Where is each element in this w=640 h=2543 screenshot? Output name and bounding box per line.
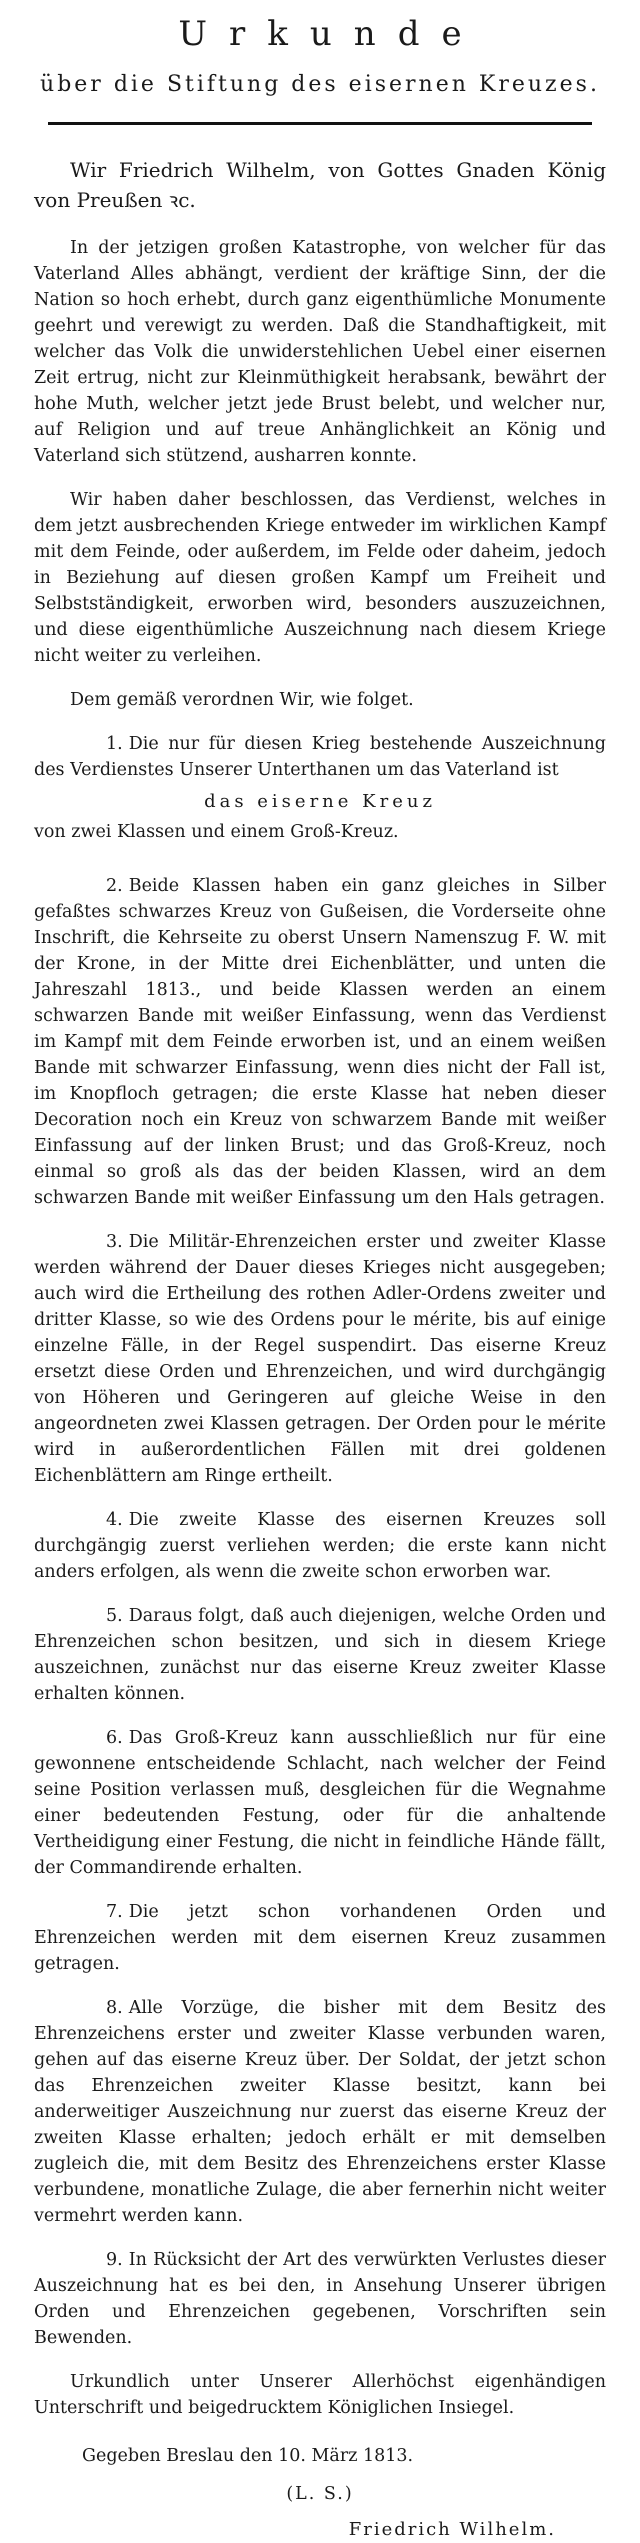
document-subtitle: über die Stiftung des eisernen Kreuzes. (40, 72, 600, 97)
seal-mark: (L. S.) (286, 2484, 354, 2504)
article-number: 1. (106, 734, 123, 754)
article-1-centered-line: das eiserne Kreuz (204, 791, 436, 812)
article-number: 8. (106, 1998, 123, 2018)
preamble-paragraph-3: Dem gemäß verordnen Wir, wie folget. (70, 690, 414, 710)
article-text: Alle Vorzüge, die bisher mit dem Besitz des Ehrenzeichens erster und zweiter Klasse verbunden waren, gehen auf das eiserne Kreuz über. Der Soldat, der jetzt schon das Ehrenzeichen zweiter Klasse besitzt, kann bei anderweitiger Auszeichnung nur zuerst das eiserne Kreuz der zweiten Klasse erhalten; jedoch erhält er mit demselben zugleich die, mit dem Besitz des Ehrenzeichens erster Klasse verbundene, monatliche Zulage, die aber fernerhin nicht weiter vermehrt werden kann. (34, 1998, 606, 2226)
article-text: Daraus folgt, daß auch diejenigen, welche Orden und Ehrenzeichen schon besitzen, und sich in diesem Kriege auszeichnen, zunächst nur das eiserne Kreuz zweiter Klasse erhalten können. (34, 1606, 606, 1704)
article-1 (34, 731, 606, 783)
article-text: Die nur für diesen Krieg bestehende Auszeichnung des Verdienstes Unserer Unterthanen um das Vaterland ist (34, 734, 606, 780)
article-text: Beide Klassen haben ein ganz gleiches in Silber gefaßtes schwarzes Kreuz von Gußeisen, die Vorderseite ohne Inschrift, die Kehrseite zu oberst Unsern Namenszug F. W. mit der Krone, in der Mitte drei Eichenblätter, und unten die Jahreszahl 1813., und beide Klassen werden an einem schwarzen Bande mit weißer Einfassung, wenn das Verdienst im Kampf mit dem Feinde erworben ist, und an einem weißen Bande mit schwarzer Einfassung, wenn dies nicht der Fall ist, im Knopfloch getragen; die erste Klasse hat neben dieser Decoration noch ein Kreuz von schwarzem Bande mit weißer Einfassung auf der linken Brust; und das Groß-Kreuz, noch einmal so groß als das der beiden Klassen, wird an dem schwarzen Bande mit weißer Einfassung um den Hals getragen. (34, 876, 606, 1208)
preamble-paragraph-1: In der jetzigen großen Katastrophe, von welcher für das Vaterland Alles abhängt, verdient der kräftige Sinn, der die Nation so hoch erhebt, durch ganz eigenthümliche Monumente geehrt und verewigt zu werden. Daß die Standhaftigkeit, mit welcher das Volk die unwiderstehlichen Uebel einer eisernen Zeit ertrug, nicht zur Kleinmüthigkeit herabsank, bewährt der hohe Muth, welcher jetzt jede Brust belebt, und welcher nur, auf Religion und auf treue Anhänglichkeit an König und Vaterland sich stützend, ausharren konnte. (34, 238, 606, 466)
article-text: Die zweite Klasse des eisernen Kreuzes soll durchgängig zuerst verliehen werden; die erste kann nicht anders erfolgen, als wenn die zweite schon erworben war. (34, 1510, 606, 1582)
article-9 (34, 2247, 606, 2351)
opening-formula: Wir Friedrich Wilhelm, von Gottes Gnaden König von Preußen ꝛc. (34, 158, 606, 212)
document-title: Urkunde (178, 14, 484, 54)
article-number: 4. (106, 1510, 123, 1530)
article-2 (34, 873, 606, 1211)
closing-formula: Urkundlich unter Unserer Allerhöchst eigenhändigen Unterschrift und beigedrucktem Königlichen Insiegel. (34, 2372, 606, 2418)
preamble-paragraph-2: Wir haben daher beschlossen, das Verdienst, welches in dem jetzt ausbrechenden Kriege entweder im wirklichen Kampf mit dem Feinde, oder außerdem, im Felde oder daheim, jedoch in Beziehung auf diesen großen Kampf um Freiheit und Selbstständigkeit, erworben wird, besonders auszuzeichnen, und diese eigenthümliche Auszeichnung nach diesem Kriege nicht weiter zu verleihen. (34, 490, 606, 666)
article-6 (34, 1725, 606, 1881)
article-text: Das Groß-Kreuz kann ausschließlich nur für eine gewonnene entscheidende Schlacht, nach welcher der Feind seine Position verlassen muß, desgleichen für die Wegnahme einer bedeutenden Festung, oder für die anhaltende Vertheidigung einer Festung, die nicht in feindliche Hände fällt, der Commandirende erhalten. (34, 1728, 606, 1878)
article-text: In Rücksicht der Art des verwürkten Verlustes dieser Auszeichnung hat es bei den, in Ansehung Unserer übrigen Orden und Ehrenzeichen gegebenen, Vorschriften sein Bewenden. (34, 2250, 606, 2348)
article-number: 7. (106, 1902, 123, 1922)
article-7 (34, 1899, 606, 1977)
article-8 (34, 1995, 606, 2229)
title-divider (48, 122, 592, 125)
article-number: 6. (106, 1728, 123, 1748)
article-number: 9. (106, 2250, 123, 2270)
article-4 (34, 1507, 606, 1585)
date-line: Gegeben Breslau den 10. März 1813. (82, 2446, 414, 2466)
article-3 (34, 1229, 606, 1489)
article-number: 2. (106, 876, 123, 896)
article-number: 5. (106, 1606, 123, 1626)
signature: Friedrich Wilhelm. (348, 2519, 556, 2540)
article-text: Die jetzt schon vorhandenen Orden und Ehrenzeichen werden mit dem eisernen Kreuz zusammen getragen. (34, 1902, 606, 1974)
article-text: Die Militär-Ehrenzeichen erster und zweiter Klasse werden während der Dauer dieses Krieges nicht ausgegeben; auch wird die Ertheilung des rothen Adler-Ordens zweiter und dritter Klasse, so wie des Ordens pour le mérite, bis auf einige einzelne Fälle, in der Regel suspendirt. Das eiserne Kreuz ersetzt diese Orden und Ehrenzeichen, und wird durchgängig von Höheren und Geringeren auf gleiche Weise in den angeordneten zwei Klassen getragen. Der Orden pour le mérite wird in außerordentlichen Fällen mit drei goldenen Eichenblättern am Ringe ertheilt. (34, 1232, 606, 1486)
article-1-continuation: von zwei Klassen und einem Groß-Kreuz. (34, 822, 399, 842)
article-number: 3. (106, 1232, 123, 1252)
article-5 (34, 1603, 606, 1707)
